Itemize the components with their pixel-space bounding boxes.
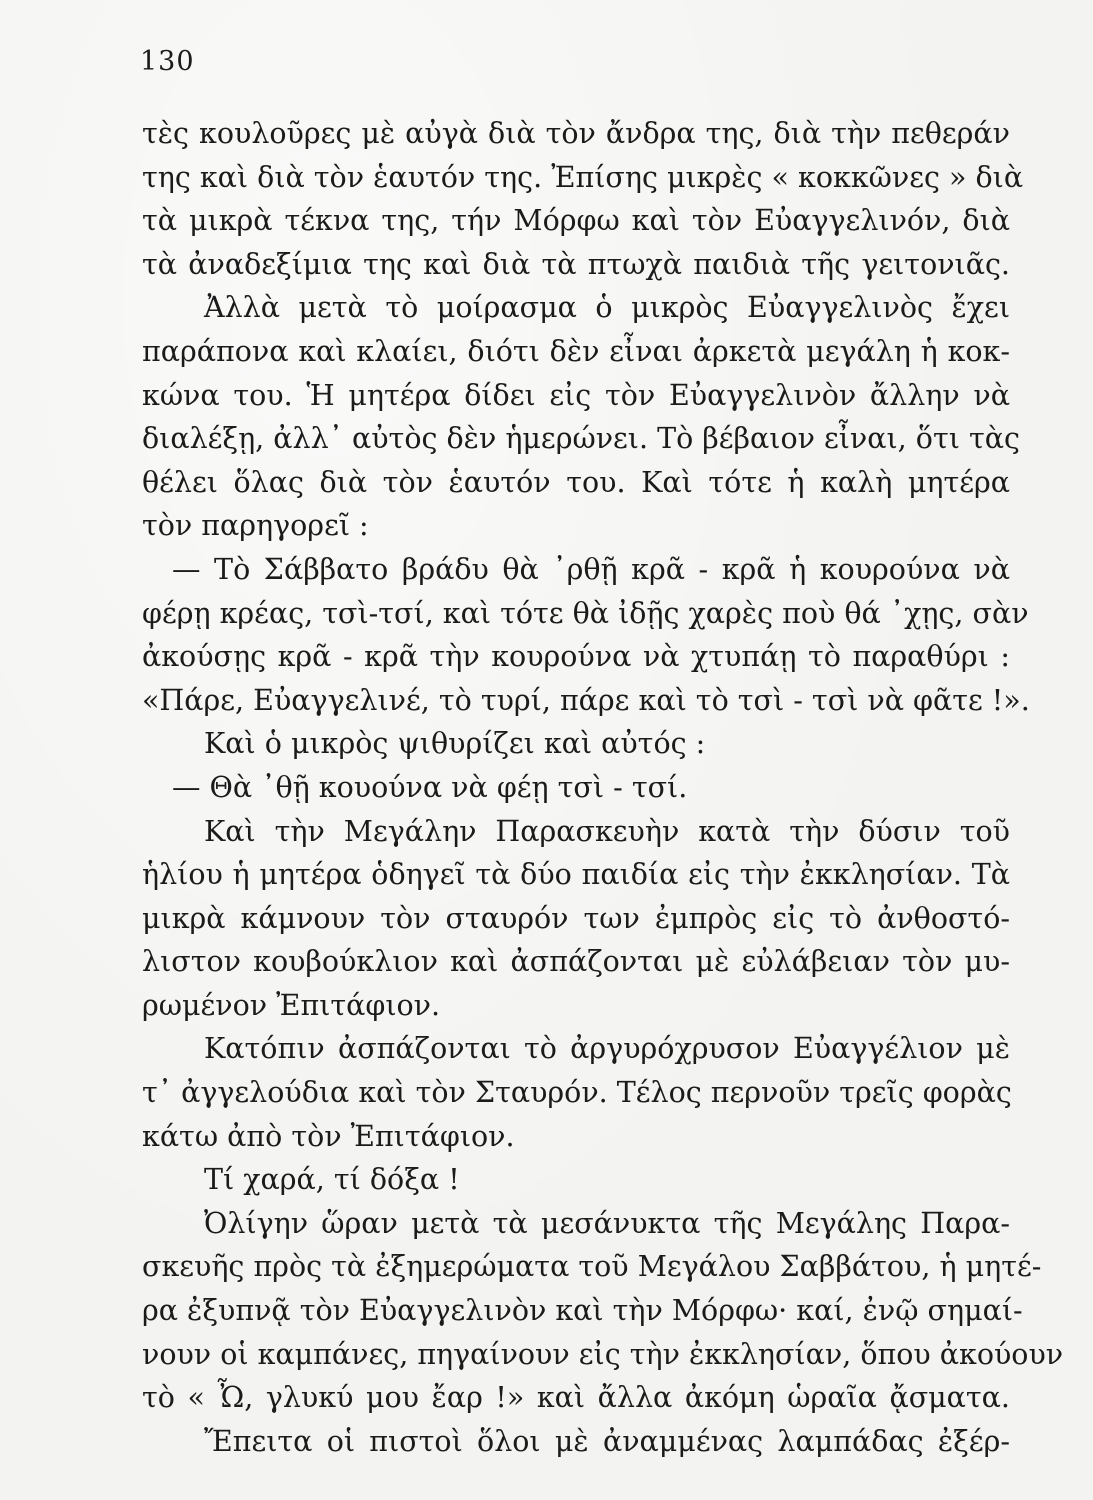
text-line: φέρῃ κρέας, τσὶ-τσί, καὶ τότε θὰ ἰδῇς χαρὲς ποὺ θά ᾽χῃς, σὰν [142, 596, 1029, 630]
text-line: «Πάρε, Εὐαγγελινέ, τὸ τυρί, πάρε καὶ τὸ τσὶ - τσὶ νὰ φᾶτε !». [142, 683, 1030, 717]
text-line: τὰ ἀναδεξίμια της καὶ διὰ τὰ πτωχὰ παιδιὰ τῆς γειτονιᾶς. [142, 247, 1010, 281]
text-line: τὲς κουλοῦρες μὲ αὐγὰ διὰ τὸν ἄνδρα της, διὰ τὴν πεθεράν [142, 117, 1010, 150]
text-line: ἡλίου ἡ μητέρα ὁδηγεῖ τὰ δύο παιδία εἰς τὴν ἐκκλησίαν. Τὰ [142, 858, 1010, 892]
text-line: διαλέξῃ, ἀλλ᾽ αὐτὸς δὲν ἡμερώνει. Τὸ βέβαιον εἶναι, ὅτι τὰς [142, 422, 1020, 456]
body-text [142, 112, 1064, 1463]
text-line: Καὶ τὴν Μεγάλην Παρασκευὴν κατὰ τὴν δύσιν τοῦ [204, 814, 1010, 848]
text-line: Τί χαρά, τί δόξα ! [204, 1163, 460, 1197]
text-line: λιστον κουβούκλιον καὶ ἀσπάζονται μὲ εὐλάβειαν τὸν μυ- [142, 945, 1010, 979]
text-line: ρα ἐξυπνᾷ τὸν Εὐαγγελινὸν καὶ τὴν Μόρφω· καί, ἐνῷ σημαί- [142, 1294, 1023, 1328]
text-line: μικρὰ κάμνουν τὸν σταυρόν των ἐμπρὸς εἰς τὸ ἀνθοστό- [142, 901, 1010, 935]
text-line: Καὶ ὁ μικρὸς ψιθυρίζει καὶ αὐτός : [204, 727, 706, 761]
text-line: τὸ « Ὦ, γλυκύ μου ἔαρ !» καὶ ἄλλα ἀκόμη ὡραῖα ᾄσματα. [142, 1381, 1010, 1415]
text-line: — Τὸ Σάββατο βράδυ θὰ ᾽ρθῇ κρᾶ - κρᾶ ἡ κουρούνα νὰ [172, 552, 1010, 586]
text-line: θέλει ὅλας διὰ τὸν ἑαυτόν του. Καὶ τότε ἡ καλὴ μητέρα [142, 465, 1010, 499]
text-line: ἀκούσῃς κρᾶ - κρᾶ τὴν κουρούνα νὰ χτυπάῃ τὸ παραθύρι : [142, 640, 1010, 674]
text-line: Κατόπιν ἀσπάζονται τὸ ἀργυρόχρυσον Εὐαγγέλιον μὲ [204, 1032, 1010, 1066]
text-line: ρωμένον Ἐπιτάφιον. [142, 988, 441, 1022]
page-number: 130 [140, 46, 195, 77]
text-line: της καὶ διὰ τὸν ἑαυτόν της. Ἐπίσης μικρὲς « κοκκῶνες » διὰ [142, 160, 1024, 194]
text-line: Ὀλίγην ὥραν μετὰ τὰ μεσάνυκτα τῆς Μεγάλης Παρα- [204, 1206, 1010, 1240]
text-line: νουν οἱ καμπάνες, πηγαίνουν εἰς τὴν ἐκκλησίαν, ὅπου ἀκούουν [142, 1337, 1064, 1371]
text-line: — Θὰ ᾽θῇ κουούνα νὰ φέῃ τσὶ - τσί. [172, 770, 688, 804]
text-line: τὸν παρηγορεῖ : [142, 509, 369, 543]
text-line: τ᾽ ἀγγελούδια καὶ τὸν Σταυρόν. Τέλος περνοῦν τρεῖς φορὰς [142, 1076, 1012, 1110]
text-line: κάτω ἀπὸ τὸν Ἐπιτάφιον. [142, 1119, 515, 1153]
text-line: σκευῆς πρὸς τὰ ἐξημερώματα τοῦ Μεγάλου Σαββάτου, ἡ μητέ- [142, 1250, 1042, 1284]
text-line: παράπονα καὶ κλαίει, διότι δὲν εἶναι ἀρκετὰ μεγάλη ἡ κοκ- [142, 334, 1010, 368]
text-line: κώνα του. Ἡ μητέρα δίδει εἰς τὸν Εὐαγγελινὸν ἄλλην νὰ [142, 378, 1010, 412]
text-line: τὰ μικρὰ τέκνα της, τήν Μόρφω καὶ τὸν Εὐαγγελινόν, διὰ [142, 204, 1010, 238]
text-line: Ἔπειτα οἱ πιστοὶ ὅλοι μὲ ἀναμμένας λαμπάδας ἐξέρ- [204, 1424, 1010, 1458]
text-line: Ἀλλὰ μετὰ τὸ μοίρασμα ὁ μικρὸς Εὐαγγελινὸς ἔχει [204, 291, 1010, 325]
